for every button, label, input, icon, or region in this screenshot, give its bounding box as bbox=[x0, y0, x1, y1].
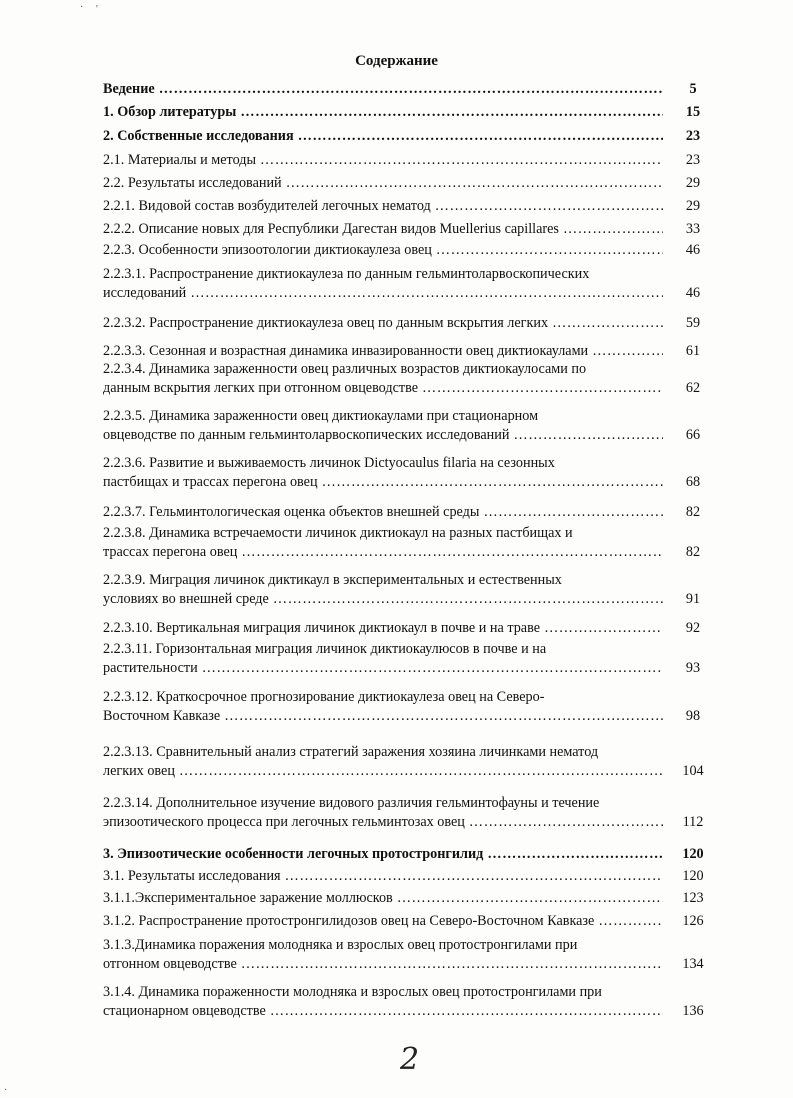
toc-entry-title-line: 2.2.3.11. Горизонтальная миграция личинок диктиокаулюсов в почве и на bbox=[103, 641, 547, 657]
toc-entry-title: 2.2.3.7. Гельминтологическая оценка объектов внешней среды …………………………………………………………………………………………………………………………………………………………………………………………………………………………………… bbox=[103, 503, 663, 522]
toc-entry-title: 3.1. Результаты исследования …………………………………………………………………………………………………………………………………………………………………………………………………………………………………… bbox=[103, 867, 663, 886]
toc-entry-title-line: 2.2.3.13. Сравнительный анализ стратегий заражения хозяина личинками нематод bbox=[103, 744, 599, 760]
toc-entry-title: отгонном овцеводстве …………………………………………………………………………………………………………………………………………………………………………………………………………………………………… bbox=[103, 955, 663, 974]
toc-entry bbox=[103, 794, 715, 832]
toc-entry-page: 33 bbox=[685, 221, 701, 237]
toc-entry-title: пастбищах и трассах перегона овец …………………………………………………………………………………………………………………………………………………………………………………………………………………………………… bbox=[103, 473, 663, 492]
toc-entry bbox=[103, 360, 715, 398]
toc-entry-title: 3.1.1.Экспериментальное заражение моллюсков …………………………………………………………………………………………………………………………………………………………………………………………………………………………………… bbox=[103, 889, 663, 908]
toc-entry bbox=[103, 220, 715, 239]
toc-entry bbox=[103, 867, 715, 886]
toc-entry bbox=[103, 524, 715, 562]
toc-entry-page: 120 bbox=[682, 846, 704, 862]
toc-entry bbox=[103, 103, 715, 122]
toc-entry bbox=[103, 983, 715, 1021]
toc-entry bbox=[103, 80, 715, 99]
page-title: Содержание bbox=[355, 53, 438, 69]
toc-entry bbox=[103, 454, 715, 492]
toc-entry-title: 2.2.3. Особенности эпизоотологии диктиокаулеза овец …………………………………………………………………………………………………………………………………………………………………………………………………………………………………… bbox=[103, 241, 663, 260]
toc-entry bbox=[103, 127, 715, 146]
toc-entry-page: 112 bbox=[682, 814, 704, 830]
toc-entry-page: 134 bbox=[682, 956, 704, 972]
toc-entry-title: растительности …………………………………………………………………………………………………………………………………………………………………………………………………………………………………… bbox=[103, 659, 663, 678]
toc-entry-page: 92 bbox=[685, 620, 701, 636]
toc-entry-title: 1. Обзор литературы …………………………………………………………………………………………………………………………………………………………………………………………………………………………………… bbox=[103, 103, 663, 122]
toc-entry-page: 61 bbox=[685, 343, 701, 359]
toc-entry-title: 3. Эпизоотические особенности легочных протостронгилид …………………………………………………………………………………………………………………………………………………………………………………………………………………………………… bbox=[103, 845, 663, 864]
toc-entry-page: 5 bbox=[689, 81, 697, 97]
toc-entry-page: 91 bbox=[685, 591, 701, 607]
toc-entry-page: 82 bbox=[685, 544, 701, 560]
toc-entry-title: исследований …………………………………………………………………………………………………………………………………………………………………………………………………………………………………… bbox=[103, 284, 663, 303]
toc-entry-page: 68 bbox=[685, 474, 701, 490]
toc-entry-title-line: 3.1.3.Динамика поражения молодняка и взрослых овец протостронгилами при bbox=[103, 937, 578, 953]
toc-entry bbox=[103, 174, 715, 193]
toc-entry-title-line: 2.2.3.5. Динамика зараженности овец диктиокаулами при стационарном bbox=[103, 408, 539, 424]
toc-entry-page: 104 bbox=[682, 763, 704, 779]
toc-entry-title: условиях во внешней среде …………………………………………………………………………………………………………………………………………………………………………………………………………………………………… bbox=[103, 590, 663, 609]
toc-entry bbox=[103, 640, 715, 678]
toc-entry-title: Ведение …………………………………………………………………………………………………………………………………………………………………………………………………………………………………… bbox=[103, 80, 663, 99]
toc-entry bbox=[103, 936, 715, 974]
toc-entry-page: 93 bbox=[685, 660, 701, 676]
toc-entry bbox=[103, 265, 715, 303]
toc-entry-title: легких овец …………………………………………………………………………………………………………………………………………………………………………………………………………………………………… bbox=[103, 762, 663, 781]
toc-entry-title-line: 2.2.3.9. Миграция личинок диктикаул в экспериментальных и естественных bbox=[103, 572, 562, 588]
toc-entry-title: эпизоотического процесса при легочных гельминтозах овец …………………………………………………………………………………………………………………………………………………………………………………………………………………………………… bbox=[103, 813, 663, 832]
toc-entry-page: 66 bbox=[685, 427, 701, 443]
toc-entry-title-line: 2.2.3.6. Развитие и выживаемость личинок Dictyocaulus filaria на сезонных bbox=[103, 455, 555, 471]
toc-entry-page: 29 bbox=[685, 175, 701, 191]
toc-entry bbox=[103, 912, 715, 931]
toc-entry-page: 82 bbox=[685, 504, 701, 520]
toc-entry-title-line: 2.2.3.4. Динамика зараженности овец различных возрастов диктиокаулосами по bbox=[103, 361, 587, 377]
toc-entry bbox=[103, 688, 715, 726]
toc-entry-title: 2.2.3.10. Вертикальная миграция личинок диктиокаул в почве и на траве …………………………………………………………………………………………………………………………………………………………………………………………………………………………………… bbox=[103, 619, 663, 638]
toc-entry-page: 15 bbox=[685, 104, 701, 120]
toc-entry-title: 2. Собственные исследования …………………………………………………………………………………………………………………………………………………………………………………………………………………………………… bbox=[103, 127, 663, 146]
toc-entry-page: 123 bbox=[682, 890, 704, 906]
toc-entry-page: 136 bbox=[682, 1003, 704, 1019]
toc-entry bbox=[103, 571, 715, 609]
toc-entry-page: 98 bbox=[685, 708, 701, 724]
toc-entry-title: 2.1. Материалы и методы …………………………………………………………………………………………………………………………………………………………………………………………………………………………………… bbox=[103, 151, 663, 170]
handwritten-page-number: 2 bbox=[400, 1042, 420, 1077]
toc-entry-page: 23 bbox=[685, 128, 701, 144]
toc-entry-title-line: 2.2.3.12. Краткосрочное прогнозирование диктиокаулеза овец на Северо- bbox=[103, 689, 545, 705]
toc-entry-page: 23 bbox=[685, 152, 701, 168]
toc-entry-title: Восточном Кавказе …………………………………………………………………………………………………………………………………………………………………………………………………………………………………… bbox=[103, 707, 663, 726]
toc-entry-title: трассах перегона овец …………………………………………………………………………………………………………………………………………………………………………………………………………………………………… bbox=[103, 543, 663, 562]
toc-entry-title: стационарном овцеводстве …………………………………………………………………………………………………………………………………………………………………………………………………………………………………… bbox=[103, 1002, 663, 1021]
toc-entry-title: 2.2.1. Видовой состав возбудителей легочных нематод …………………………………………………………………………………………………………………………………………………………………………………………………………………………………… bbox=[103, 197, 663, 216]
toc-entry-title: 2.2.3.3. Сезонная и возрастная динамика инвазированности овец диктиокаулами …………………………………………………………………………………………………………………………………………………………………………………………………………………………………… bbox=[103, 342, 663, 361]
toc-entry bbox=[103, 845, 715, 864]
toc-entry-page: 62 bbox=[685, 380, 701, 396]
toc-entry bbox=[103, 314, 715, 333]
toc-entry-title-line: 2.2.3.14. Дополнительное изучение видового различия гельминтофауны и течение bbox=[103, 795, 600, 811]
toc-entry-title: 2.2. Результаты исследований …………………………………………………………………………………………………………………………………………………………………………………………………………………………………… bbox=[103, 174, 663, 193]
toc-entry bbox=[103, 407, 715, 445]
toc-entry-page: 120 bbox=[682, 868, 704, 884]
toc-entry-page: 126 bbox=[682, 913, 704, 929]
toc-entry-page: 29 bbox=[685, 198, 701, 214]
toc-entry-title: 2.2.3.2. Распространение диктиокаулеза овец по данным вскрытия легких …………………………………………………………………………………………………………………………………………………………………………………………………………………………………… bbox=[103, 314, 663, 333]
toc-entry bbox=[103, 889, 715, 908]
toc-entry-title: 2.2.2. Описание новых для Республики Дагестан видов Muellerius capillares …………………………………………………………………………………………………………………………………………………………………………………………………………………………………… bbox=[103, 220, 663, 239]
toc-entry bbox=[103, 342, 715, 361]
scan-speck: ' bbox=[96, 4, 98, 15]
toc-entry-page: 59 bbox=[685, 315, 701, 331]
toc-entry-page: 46 bbox=[685, 285, 701, 301]
toc-entry bbox=[103, 743, 715, 781]
toc-entry-title-line: 3.1.4. Динамика пораженности молодняка и взрослых овец протостронгилами при bbox=[103, 984, 602, 1000]
toc-entry bbox=[103, 619, 715, 638]
toc-entry-title: овцеводстве по данным гельминтоларвоскопических исследований …………………………………………………………………………………………………………………………………………………………………………………………………………………………………… bbox=[103, 426, 663, 445]
toc-entry bbox=[103, 197, 715, 216]
toc-entry bbox=[103, 241, 715, 260]
toc-entry-title: данным вскрытия легких при отгонном овцеводстве …………………………………………………………………………………………………………………………………………………………………………………………………………………………………… bbox=[103, 379, 663, 398]
toc-entry-page: 46 bbox=[685, 242, 701, 258]
toc-entry bbox=[103, 151, 715, 170]
toc-entry-title: 3.1.2. Распространение протостронгилидозов овец на Северо-Восточном Кавказе …………………………………………………………………………………………………………………………………………………………………………………………………………………………………… bbox=[103, 912, 663, 931]
scan-speck: · bbox=[80, 2, 84, 13]
scan-speck: · bbox=[4, 1085, 8, 1096]
toc-entry-title-line: 2.2.3.8. Динамика встречаемости личинок диктиокаул на разных пастбищах и bbox=[103, 525, 573, 541]
toc-entry-title-line: 2.2.3.1. Распространение диктиокаулеза по данным гельминтоларвоскопических bbox=[103, 266, 590, 282]
toc-entry bbox=[103, 503, 715, 522]
